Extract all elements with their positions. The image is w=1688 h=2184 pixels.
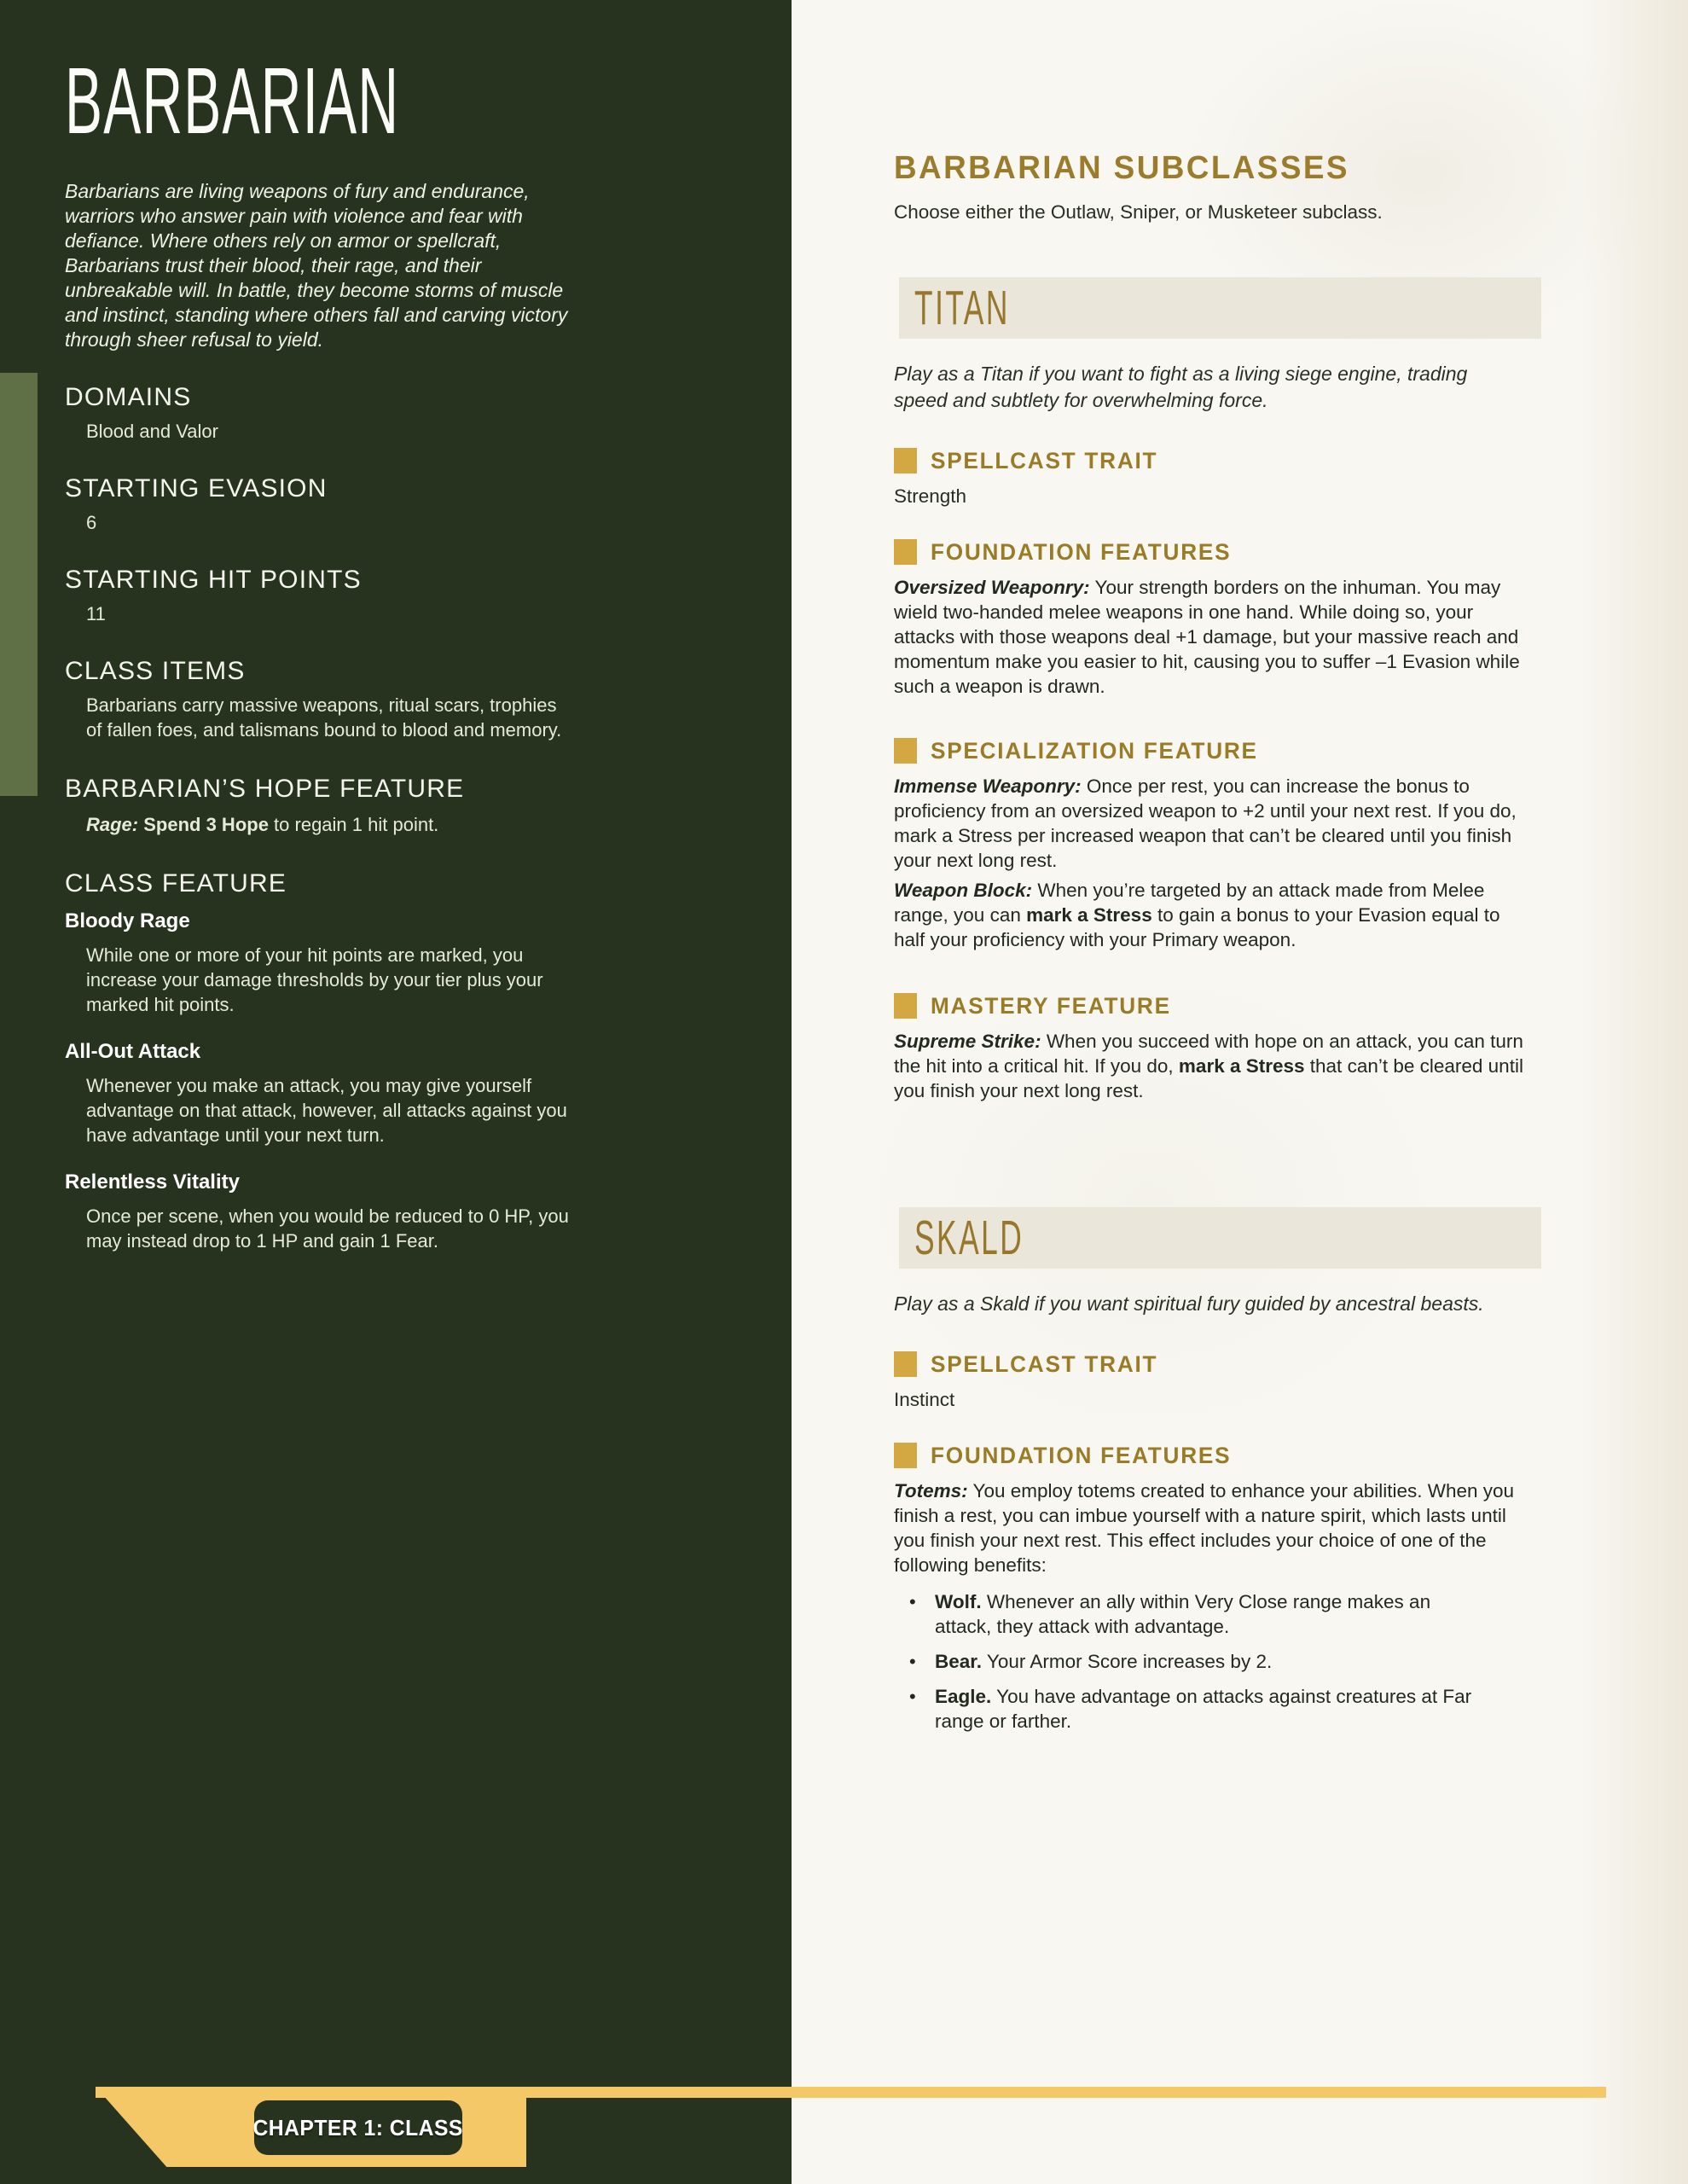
skald-header-bar (899, 1207, 1541, 1269)
class-intro: Barbarians are living weapons of fury and endurance, warriors who answer pain with violence and fear with defiance. Where others rely on armor or spellcraft, Barbarians trust their blood, their rage, and their unbreakable will. In battle, they become storms of muscle and instinct, standing where others fall and carving victory through sheer refusal to yield. (65, 180, 568, 351)
foundation-features-heading: FOUNDATION FEATURES (931, 1443, 1232, 1468)
class-title: BARBARIAN (65, 49, 400, 154)
feature-text: Once per scene, when you would be reduced to 0 HP, you may instead drop to 1 HP and gain 1 Fear. (86, 1205, 569, 1252)
feature-relentless-vitality (65, 1170, 582, 1253)
gold-square-icon (894, 539, 917, 565)
subclasses-column (894, 150, 1532, 1734)
feature-body: Your strength borders on the inhuman. You may wield two-handed melee weapons in one hand. While doing so, your attacks with those weapons deal +1 damage, but your massive reach and momentum make you easier to hit, causing you to suffer –1 Evasion while such a weapon is drawn. (894, 577, 1520, 697)
feature-rest: to regain 1 hit point. (268, 814, 439, 835)
benefit-name: Bear. (935, 1651, 983, 1672)
footer-ribbon-grunge (256, 2155, 525, 2167)
feature-all-out-attack (65, 1039, 582, 1147)
feature-bold: mark a Stress (1026, 904, 1152, 926)
skald-foundation-heading-row (894, 1443, 1532, 1468)
feature-lead: Oversized Weaponry: (894, 577, 1090, 598)
hope-feature-text (86, 812, 582, 837)
skald-spellcast-heading-row (894, 1351, 1532, 1377)
specialization-feature-heading: SPECIALIZATION FEATURE (931, 738, 1258, 764)
foundation-features-heading: FOUNDATION FEATURES (931, 539, 1232, 565)
titan-specialization-heading-row (894, 738, 1532, 764)
feature-lead: Totems: (894, 1480, 968, 1502)
spellcast-trait-heading: SPELLCAST TRAIT (931, 448, 1158, 473)
titan-supreme-strike-text (894, 1029, 1532, 1103)
feature-text: Whenever you make an attack, you may give yourself advantage on that attack, however, all attacks against you have advantage until your next turn. (86, 1075, 567, 1146)
class-panel-content (65, 43, 582, 1253)
footer-chapter-label: CHAPTER 1: CLASS (252, 2114, 464, 2140)
gold-square-icon (894, 448, 917, 473)
benefit-text: You have advantage on attacks against creatures at Far range or farther. (935, 1686, 1472, 1732)
benefit-name: Wolf. (935, 1591, 982, 1612)
benefit-bear (894, 1649, 1491, 1674)
stat-domains (65, 383, 582, 444)
feature-body: When you’re targeted by an attack made from Melee range, you can (894, 880, 1485, 926)
titan-spellcast-heading-row (894, 448, 1532, 473)
skald-totems-text (894, 1478, 1532, 1577)
benefit-eagle (894, 1684, 1491, 1734)
titan-mastery-heading-row (894, 993, 1532, 1019)
feature-bold: Spend 3 Hope (143, 814, 269, 835)
hope-feature-section (65, 775, 582, 837)
titan-foundation-text (894, 575, 1532, 699)
feature-bold: mark a Stress (1178, 1055, 1305, 1077)
totem-benefit-list (894, 1589, 1532, 1734)
feature-lead: Rage: (86, 814, 144, 835)
hope-feature-heading: BARBARIAN’S HOPE FEATURE (65, 775, 465, 803)
stat-starting-hit-points (65, 566, 582, 626)
gold-square-icon (894, 1351, 917, 1377)
stat-value: Blood and Valor (86, 421, 218, 442)
class-panel (0, 0, 792, 2184)
titan-weapon-block-text (894, 878, 1532, 952)
skald-name: SKALD (914, 1210, 1024, 1265)
titan-tagline: Play as a Titan if you want to fight as a living siege engine, trading speed and subtlety for overwhelming force. (894, 363, 1468, 411)
feature-lead: Supreme Strike: (894, 1031, 1041, 1052)
skald-spellcast-trait: Instinct (894, 1389, 955, 1410)
stat-label: DOMAINS (65, 383, 192, 411)
stat-label: CLASS ITEMS (65, 657, 246, 685)
mastery-feature-heading: MASTERY FEATURE (931, 993, 1171, 1019)
feature-text: While one or more of your hit points are marked, you increase your damage thresholds by your tier plus your marked hit points. (86, 944, 543, 1015)
accent-strip (0, 373, 38, 796)
feature-body: Once per rest, you can increase the bonus to proficiency from an oversized weapon to +2 until your next rest. If you do, mark a Stress per increased weapon that can’t be cleared until you finish your next long rest. (894, 775, 1517, 871)
subclasses-intro: Choose either the Outlaw, Sniper, or Musketeer subclass. (894, 201, 1383, 223)
feature-body: to gain a bonus to your Evasion equal to half your proficiency with your Primary weapon. (894, 904, 1500, 950)
benefit-wolf (894, 1589, 1491, 1639)
feature-body: When you succeed with hope on an attack, you can turn the hit into a critical hit. If you do, (894, 1031, 1523, 1077)
stat-label: STARTING HIT POINTS (65, 566, 362, 594)
footer-chapter-badge (254, 2100, 462, 2155)
titan-immense-weaponry-text (894, 774, 1532, 873)
gold-square-icon (894, 1443, 917, 1468)
feature-body: You employ totems created to enhance your abilities. When you finish a rest, you can imbue yourself with a nature spirit, which lasts until you finish your next rest. This effect includes your choice of one of the following benefits: (894, 1480, 1515, 1576)
benefit-name: Eagle. (935, 1686, 992, 1707)
class-feature-section (65, 869, 582, 1253)
gold-square-icon (894, 993, 917, 1019)
benefit-text: Whenever an ally within Very Close range makes an attack, they attack with advantage. (935, 1591, 1431, 1637)
skald-tagline: Play as a Skald if you want spiritual fury guided by ancestral beasts. (894, 1292, 1484, 1315)
feature-name: Bloody Rage (65, 909, 190, 932)
feature-body: that can’t be cleared until you finish your next long rest. (894, 1055, 1523, 1101)
stat-value: Barbarians carry massive weapons, ritual scars, trophies of fallen foes, and talismans bound to blood and memory. (86, 694, 562, 741)
subclasses-heading: BARBARIAN SUBCLASSES (894, 150, 1349, 186)
titan-name: TITAN (914, 280, 1010, 335)
stat-value: 11 (86, 603, 106, 624)
feature-lead: Weapon Block: (894, 880, 1033, 901)
feature-name: All-Out Attack (65, 1040, 201, 1063)
feature-lead: Immense Weaponry: (894, 775, 1082, 797)
feature-name: Relentless Vitality (65, 1170, 240, 1194)
stat-label: STARTING EVASION (65, 474, 328, 502)
titan-foundation-heading-row (894, 539, 1532, 565)
feature-bloody-rage (65, 909, 582, 1017)
spellcast-trait-heading: SPELLCAST TRAIT (931, 1351, 1158, 1377)
titan-spellcast-trait: Strength (894, 485, 967, 507)
stat-value: 6 (86, 512, 97, 533)
stat-class-items (65, 657, 582, 742)
gold-square-icon (894, 738, 917, 764)
class-feature-heading: CLASS FEATURE (65, 869, 287, 897)
benefit-text: Your Armor Score increases by 2. (982, 1651, 1273, 1672)
titan-header-bar (899, 277, 1541, 339)
stat-starting-evasion (65, 474, 582, 535)
